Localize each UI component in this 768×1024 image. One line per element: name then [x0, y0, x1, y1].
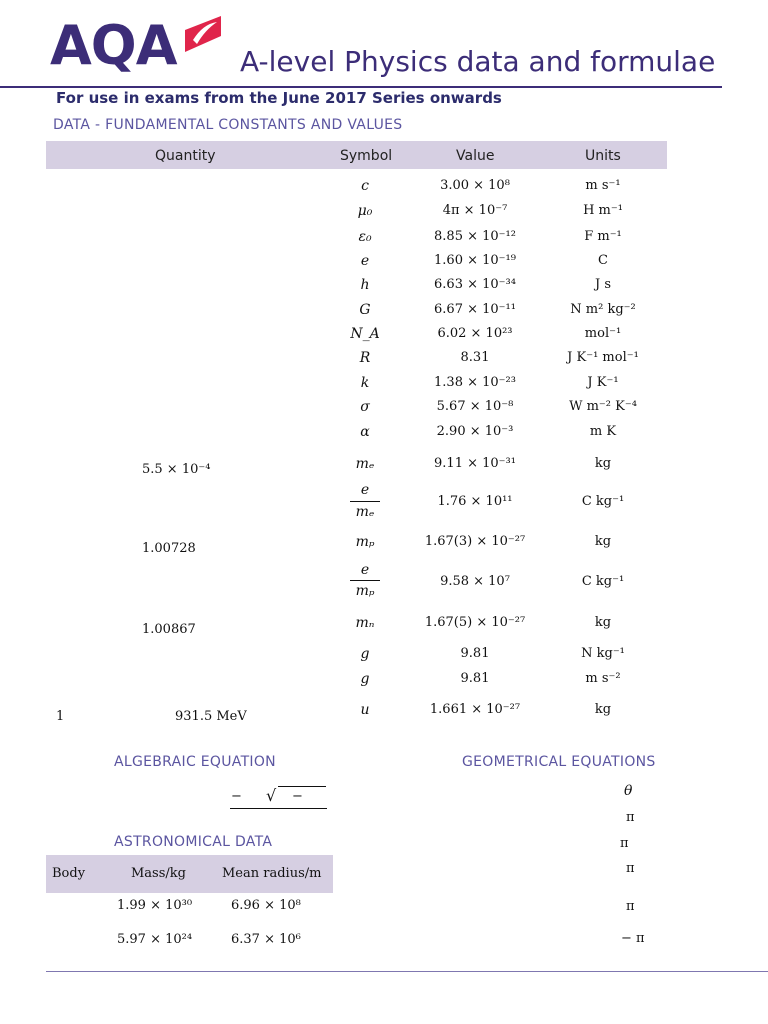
symbol-cell: e	[360, 253, 370, 269]
units-cell: C kg⁻¹	[581, 494, 625, 509]
algebraic-fraction-bar	[230, 808, 327, 809]
units-cell: J K⁻¹ mol⁻¹	[567, 350, 639, 365]
units-cell: H m⁻¹	[583, 203, 623, 218]
value-cell: 5.67 × 10⁻⁸	[436, 399, 514, 414]
units-cell: kg	[594, 534, 612, 549]
fraction-denominator: mₑ	[355, 504, 375, 520]
symbol-cell: μ₀	[357, 203, 373, 219]
algebraic-minus: −	[231, 789, 242, 804]
pi-symbol: π	[626, 810, 635, 825]
col-units: Units	[585, 148, 621, 164]
value-cell: 1.38 × 10⁻²³	[434, 375, 516, 390]
quantity-cell: 1.00728	[142, 541, 196, 556]
algebraic-minus: −	[292, 789, 303, 804]
value-cell: 6.02 × 10²³	[437, 326, 513, 341]
symbol-cell: h	[360, 277, 370, 293]
algebraic-heading: ALGEBRAIC EQUATION	[114, 754, 276, 770]
value-cell: 1.661 × 10⁻²⁷	[429, 702, 521, 717]
header-divider	[0, 86, 722, 88]
symbol-cell: mₑ	[355, 456, 375, 472]
col-mass: Mass/kg	[131, 866, 186, 881]
symbol-cell: g	[360, 646, 370, 662]
symbol-cell: mₙ	[355, 615, 375, 631]
value-cell: 8.85 × 10⁻¹²	[434, 229, 516, 244]
fraction-numerator: e	[360, 482, 370, 498]
units-cell: mol⁻¹	[584, 326, 622, 341]
pi-symbol: π	[620, 836, 629, 851]
astro-radius-cell: 6.37 × 10⁶	[231, 932, 301, 947]
astro-mass-cell: 5.97 × 10²⁴	[117, 932, 193, 947]
value-cell: 9.11 × 10⁻³¹	[434, 456, 516, 471]
footer-divider	[46, 971, 768, 972]
units-cell: m s⁻²	[585, 671, 621, 686]
units-cell: N kg⁻¹	[581, 646, 625, 661]
col-value: Value	[456, 148, 495, 164]
col-symbol: Symbol	[340, 148, 393, 164]
quantity-cell: 1.00867	[142, 622, 196, 637]
quantity-cell: 931.5 MeV	[175, 709, 247, 724]
value-cell: 6.67 × 10⁻¹¹	[434, 302, 516, 317]
symbol-cell: c	[361, 178, 369, 194]
symbol-cell: α	[360, 424, 370, 440]
units-cell: F m⁻¹	[584, 229, 622, 244]
pi-symbol: π	[626, 861, 635, 876]
quantity-cell: 5.5 × 10⁻⁴	[142, 462, 211, 477]
col-quantity: Quantity	[155, 148, 216, 164]
symbol-cell: mₚ	[355, 534, 375, 550]
units-cell: kg	[594, 702, 612, 717]
value-cell: 2.90 × 10⁻³	[436, 424, 514, 439]
units-cell: m s⁻¹	[585, 178, 621, 193]
value-cell: 3.00 × 10⁸	[440, 178, 510, 193]
units-cell: m K	[589, 424, 617, 439]
fraction-denominator: mₚ	[355, 583, 375, 599]
quantity-cell-left: 1	[56, 709, 65, 724]
value-cell: 1.67(3) × 10⁻²⁷	[424, 534, 526, 549]
col-radius: Mean radius/m	[222, 866, 322, 881]
pi-symbol: π	[626, 899, 635, 914]
value-cell: 1.67(5) × 10⁻²⁷	[424, 615, 526, 630]
units-cell: N m² kg⁻²	[570, 302, 636, 317]
value-cell: 9.81	[460, 646, 490, 661]
value-cell: 8.31	[460, 350, 490, 365]
symbol-cell: σ	[360, 399, 370, 415]
page-title: A-level Physics data and formulae	[240, 45, 716, 78]
units-cell: kg	[594, 615, 612, 630]
units-cell: J K⁻¹	[587, 375, 619, 390]
units-cell: C	[598, 253, 608, 268]
radical-icon: √	[266, 786, 277, 805]
aqa-logo: AQA	[50, 14, 177, 77]
astronomical-heading: ASTRONOMICAL DATA	[114, 834, 273, 850]
fraction-bar	[350, 501, 380, 502]
symbol-cell: g	[360, 671, 370, 687]
minus-pi-symbol: − π	[621, 931, 645, 946]
units-cell: W m⁻² K⁻⁴	[569, 399, 637, 414]
symbol-cell: k	[360, 375, 370, 391]
symbol-cell: ε₀	[358, 229, 372, 245]
value-cell: 1.60 × 10⁻¹⁹	[434, 253, 516, 268]
units-cell: kg	[594, 456, 612, 471]
radical-bar	[278, 786, 326, 787]
fraction-bar	[350, 580, 380, 581]
page-subtitle: For use in exams from the June 2017 Series onwards	[56, 89, 502, 107]
geometrical-heading: GEOMETRICAL EQUATIONS	[462, 754, 656, 770]
value-cell: 9.81	[460, 671, 490, 686]
astro-radius-cell: 6.96 × 10⁸	[231, 898, 301, 913]
value-cell: 6.63 × 10⁻³⁴	[434, 277, 516, 292]
fraction-numerator: e	[360, 562, 370, 578]
col-body: Body	[52, 866, 86, 881]
units-cell: J s	[594, 277, 611, 292]
theta-symbol: θ	[624, 783, 633, 799]
symbol-cell: u	[360, 702, 370, 718]
symbol-cell: R	[359, 350, 371, 366]
data-section-heading: DATA - FUNDAMENTAL CONSTANTS AND VALUES	[53, 117, 403, 133]
value-cell: 4π × 10⁻⁷	[442, 203, 508, 218]
value-cell: 1.76 × 10¹¹	[437, 494, 513, 509]
units-cell: C kg⁻¹	[581, 574, 625, 589]
symbol-cell: G	[359, 302, 371, 318]
aqa-logo-mark-icon	[183, 16, 223, 52]
value-cell: 9.58 × 10⁷	[440, 574, 510, 589]
astro-mass-cell: 1.99 × 10³⁰	[117, 898, 193, 913]
symbol-cell: N_A	[350, 326, 380, 342]
